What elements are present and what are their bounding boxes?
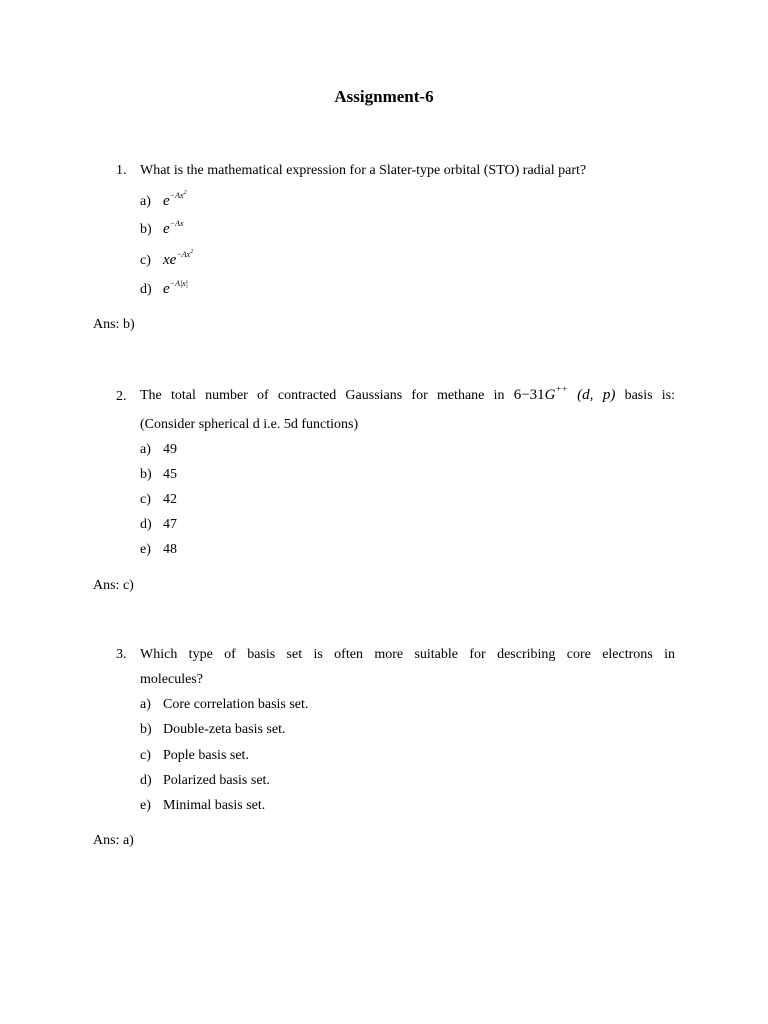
- option-math-base: xe: [163, 252, 177, 268]
- question-2-text-line-2: (Consider spherical d i.e. 5d functions): [140, 417, 359, 432]
- option-math-exponent: −A|x|: [169, 279, 188, 288]
- option-label: e): [140, 798, 151, 813]
- question-3-option-b: [140, 722, 285, 738]
- question-2-number: 2.: [116, 389, 127, 404]
- option-label: a): [140, 697, 151, 712]
- option-value: 49: [163, 442, 177, 457]
- question-1-option-a: [140, 190, 187, 210]
- option-value: 42: [163, 492, 177, 507]
- option-label: a): [140, 194, 151, 209]
- option-math-base: e: [163, 193, 170, 209]
- question-2-text-line-1: [140, 384, 676, 404]
- option-math-exponent: −Ax2: [176, 249, 194, 259]
- option-label: e): [140, 542, 151, 557]
- option-math-exponent: −Ax2: [169, 190, 187, 200]
- question-2-option-c: [140, 492, 177, 508]
- question-2-text-before: The total number of contracted Gaussians for methane in: [140, 388, 505, 403]
- question-3-option-c: [140, 748, 249, 764]
- option-value: 48: [163, 542, 177, 557]
- question-3-option-d: [140, 773, 270, 789]
- option-value: 45: [163, 467, 177, 482]
- question-3-number: 3.: [116, 647, 127, 662]
- question-1-answer: Ans: b): [93, 317, 135, 332]
- question-1-option-b: [140, 221, 184, 238]
- question-2-option-a: [140, 442, 177, 458]
- option-label: c): [140, 748, 151, 763]
- question-3-text-line-1: Which type of basis set is often more suitable for describing core electrons in: [140, 647, 675, 662]
- option-value: Core correlation basis set.: [163, 697, 309, 712]
- option-value: Polarized basis set.: [163, 773, 270, 788]
- option-value: Pople basis set.: [163, 748, 249, 763]
- question-2-option-b: [140, 467, 177, 483]
- option-label: c): [140, 253, 151, 268]
- question-2-option-d: [140, 517, 177, 533]
- option-label: b): [140, 222, 152, 237]
- basis-set-notation: 6−31G++ (d, p): [513, 384, 616, 403]
- option-label: c): [140, 492, 151, 507]
- page-title: Assignment-6: [334, 87, 434, 106]
- option-value: 47: [163, 517, 177, 532]
- question-1-option-d: [140, 281, 188, 298]
- question-2-text-after: basis is:: [624, 388, 676, 403]
- option-math-base: e: [163, 221, 170, 237]
- question-2-option-e: [140, 542, 177, 558]
- option-math-base: e: [163, 281, 170, 297]
- question-2-answer: Ans: c): [93, 578, 134, 593]
- question-3-option-e: [140, 798, 265, 814]
- option-math-exponent: −Ax: [169, 219, 184, 228]
- question-3-answer: Ans: a): [93, 833, 134, 848]
- option-label: b): [140, 722, 152, 737]
- option-value: Minimal basis set.: [163, 798, 266, 813]
- option-label: d): [140, 282, 152, 297]
- option-label: a): [140, 442, 151, 457]
- question-3-text-line-2: molecules?: [140, 672, 203, 687]
- question-1-number: 1.: [116, 163, 127, 178]
- question-1-text: What is the mathematical expression for a Slater-type orbital (STO) radial part?: [140, 163, 587, 178]
- option-label: d): [140, 517, 152, 532]
- option-label: d): [140, 773, 152, 788]
- question-1-option-c: [140, 249, 194, 269]
- option-label: b): [140, 467, 152, 482]
- question-3-option-a: [140, 697, 308, 713]
- option-value: Double-zeta basis set.: [163, 722, 286, 737]
